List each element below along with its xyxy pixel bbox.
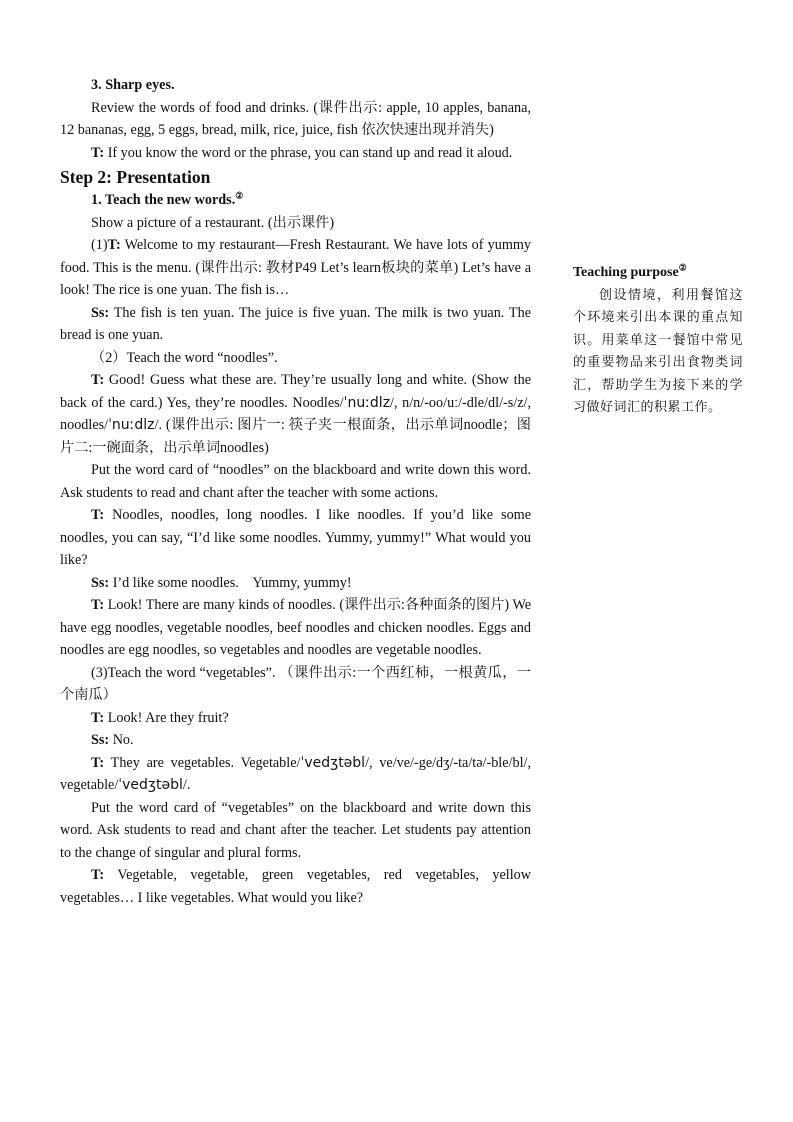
speaker-label: T: [91, 507, 105, 523]
phonetic: ˈvedʒtəbl [300, 754, 366, 771]
line-text: The fish is ten yuan. The juice is five yuan. The milk is two yuan. The bread is one yuan. [60, 304, 531, 343]
speaker-label: T: [107, 237, 121, 253]
speaker-label: T: [91, 867, 105, 883]
phonetic: ˈnuːdlz [108, 417, 155, 433]
sharp-eyes-heading: 3. Sharp eyes. [91, 77, 175, 93]
speaker-label: T: [91, 754, 105, 771]
note-marker: ② [678, 262, 687, 273]
students-line [60, 572, 531, 595]
line-text: Welcome to my restaurant—Fresh Restaurant. We have lots of yummy food. This is the menu. (课件出示: 教材P49 Let’s learn板块的菜单) Let’s have a look! The rice is one yuan. The fish is… [60, 237, 531, 298]
teacher-line [60, 504, 531, 572]
teacher-line [60, 234, 531, 302]
show-picture-line: Show a picture of a restaurant. (出示课件) [91, 214, 335, 231]
speaker-label: T: [91, 372, 105, 388]
speaker-label: T: [91, 597, 105, 613]
line-text: If you know the word or the phrase, you can stand up and read it aloud. [104, 144, 513, 161]
sub-heading: （2）Teach the word “noodles”. [91, 349, 278, 366]
phonetic: ˈnuːdlz [343, 394, 391, 411]
speaker-label: T: [91, 144, 105, 161]
review-paragraph: Review the words of food and drinks. (课件出示: apple, 10 apples, banana, 12 bananas, egg, 5 eggs, bread, milk, rice, juice, fish 依次快速出现并消失) [60, 99, 531, 138]
line-text: Look! There are many kinds of noodles. (课件出示:各种面条的图片) We have egg noodles, vegetable noodles, beef noodles and chicken noodles. Eggs and noodles are egg noodles, so vegetables and noodles are vegetable noodles. [60, 597, 531, 658]
line-text: Look! Are they fruit? [104, 709, 229, 726]
students-line [60, 729, 531, 752]
note-title-text: Teaching purpose [573, 265, 679, 280]
instruction-paragraph: Put the word card of “noodles” on the blackboard and write down this word. Ask students to read and chant after the teacher with some actions. [60, 462, 531, 501]
teacher-line [60, 707, 531, 730]
line-text: /. (课件出示: 图片一: 筷子夹一根面条，出示单词noodle；图片二:一碗面条，出示单词noodles) [60, 417, 531, 456]
speaker-label: T: [91, 709, 105, 726]
line-text: I’d like some noodles. Yummy, yummy! [109, 574, 352, 591]
line-text: No. [109, 732, 134, 748]
speaker-label: Ss: [91, 574, 110, 591]
line-text: /. [182, 777, 191, 793]
line-text: /, ve/ve/-ge/dʒ/-ta/tə/-ble/bl/, vegetable/ [60, 754, 531, 793]
note-body: 创设情境，利用餐馆这个环境来引出本课的重点知识。用菜单这一餐馆中常见的重要物品来引出食物类词汇，帮助学生为接下来的学习做好词汇的积累工作。 [573, 287, 743, 415]
speaker-label: Ss: [91, 732, 110, 748]
line-text: Good! Guess what these are. They’re usually long and white. (Show the back of the card.) Yes, they’re noodles. Noodles/ [60, 372, 531, 411]
line-text: They are vegetables. Vegetable/ [104, 754, 301, 771]
teach-heading-text: 1. Teach the new words. [91, 192, 236, 208]
teacher-line [60, 142, 531, 165]
teach-heading [60, 189, 531, 212]
teacher-line [60, 594, 531, 662]
teacher-line [60, 752, 531, 797]
line-text: Vegetable, vegetable, green vegetables, red vegetables, yellow vegetables… I like vegetables. What would you like? [60, 867, 531, 906]
phonetic: ˈvedʒtəbl [118, 777, 183, 793]
teaching-purpose-note [573, 262, 743, 418]
note-title [573, 262, 743, 284]
list-marker: (1) [91, 237, 108, 253]
line-text: Noodles, noodles, long noodles. I like noodles. If you’d like some noodles, you can say, “I’d like some noodles. Yummy, yummy!” What would you like? [60, 507, 531, 568]
note-marker: ② [235, 190, 244, 201]
line-text: /, n/n/-oo/uː/-dle/dl/-s/z/, noodles/ [60, 394, 531, 433]
teacher-line [60, 864, 531, 909]
speaker-label: Ss: [91, 304, 110, 321]
teacher-line [60, 369, 531, 459]
students-line [60, 302, 531, 347]
step-heading: Step 2: Presentation [60, 167, 211, 187]
sub-heading: (3)Teach the word “vegetables”. （课件出示:一个西红柿，一根黄瓜，一个南瓜） [60, 664, 531, 703]
lesson-plan-main [60, 74, 531, 909]
instruction-paragraph: Put the word card of “vegetables” on the blackboard and write down this word. Ask students to read and chant after the teacher. Let students pay attention to the change of singular and plural forms. [60, 799, 531, 861]
